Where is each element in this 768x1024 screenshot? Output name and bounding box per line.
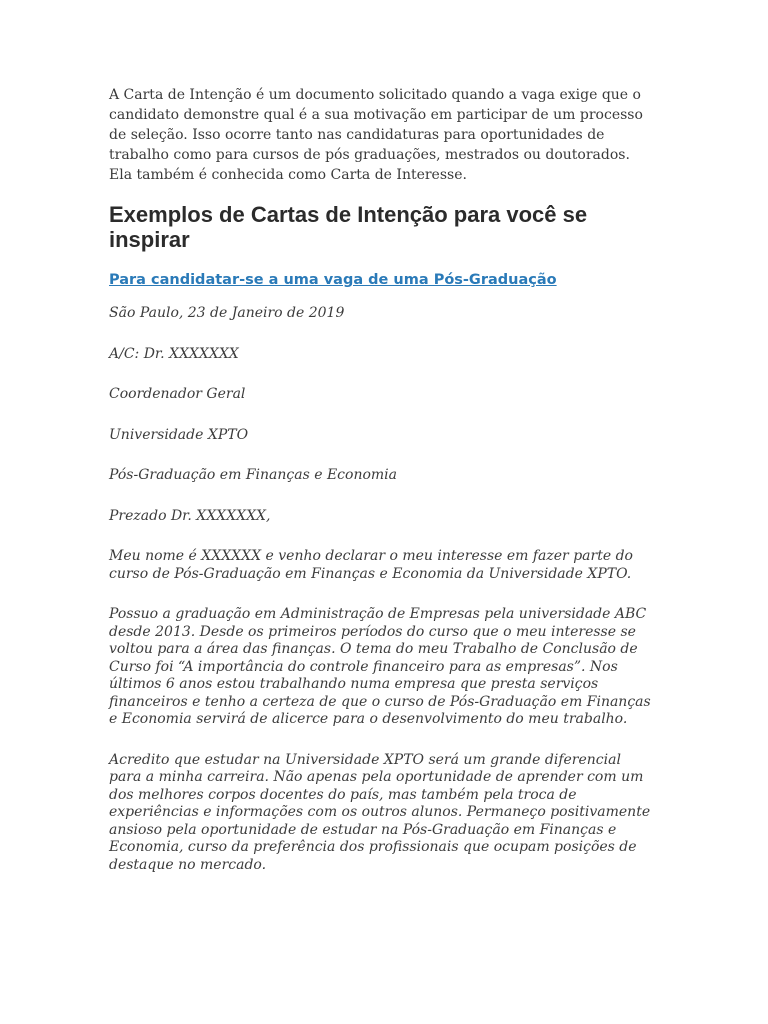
subheading-link[interactable]: Para candidatar-se a uma vaga de uma Pós-Graduação [109, 272, 557, 288]
letter-date: São Paulo, 23 de Janeiro de 2019 [109, 305, 345, 321]
section-heading: Exemplos de Cartas de Intenção para você se inspirar [109, 202, 588, 252]
letter-attention: A/C: Dr. XXXXXXX [109, 345, 239, 362]
letter-program: Pós-Graduação em Finanças e Economia [109, 467, 397, 483]
letter-paragraph: Meu nome é XXXXXX e venho declarar o meu interesse em fazer parte do curso de Pós-Graduação em Finanças e Economia da Universidade XPTO. [109, 548, 633, 582]
letter-paragraph: Possuo a graduação em Administração de Empresas pela universidade ABC desde 2013. Desde os primeiros períodos do curso que o meu interesse se voltou para a área das finanças. O tema do meu Trabalho de Conclusão de Curso foi “A importância do controle financeiro para as empresas”. Nos últimos 6 anos estou trabalhando numa empresa que presta serviços financeiros e tenho a certeza de que o curso de Pós-Graduação em Finanças e Economia servirá de alicerce para o desenvolvimento do meu trabalho. [109, 606, 651, 727]
letter-role: Coordenador Geral [109, 386, 246, 402]
letter-institution: Universidade XPTO [109, 426, 249, 443]
letter-salutation: Prezado Dr. XXXXXXX, [109, 507, 271, 524]
letter-example [109, 305, 657, 874]
intro-paragraph: A Carta de Intenção é um documento solicitado quando a vaga exige que o candidato demonstre qual é a sua motivação em participar de um processo de seleção. Isso ocorre tanto nas candidaturas para oportunidades de trabalho como para cursos de pós graduações, mestrados ou doutorados. Ela também é conhecida como Carta de Interesse. [109, 87, 643, 183]
document-page [109, 85, 657, 874]
letter-paragraph: Acredito que estudar na Universidade XPTO será um grande diferencial para a minha carreira. Não apenas pela oportunidade de aprender com um dos melhores corpos docentes do país, mas também pela troca de experiências e informações com os outros alunos. Permaneço positivamente ansioso pela oportunidade de estudar na Pós-Graduação em Finanças e Economia, curso da preferência dos profissionais que ocupam posições de destaque no mercado. [109, 751, 651, 873]
